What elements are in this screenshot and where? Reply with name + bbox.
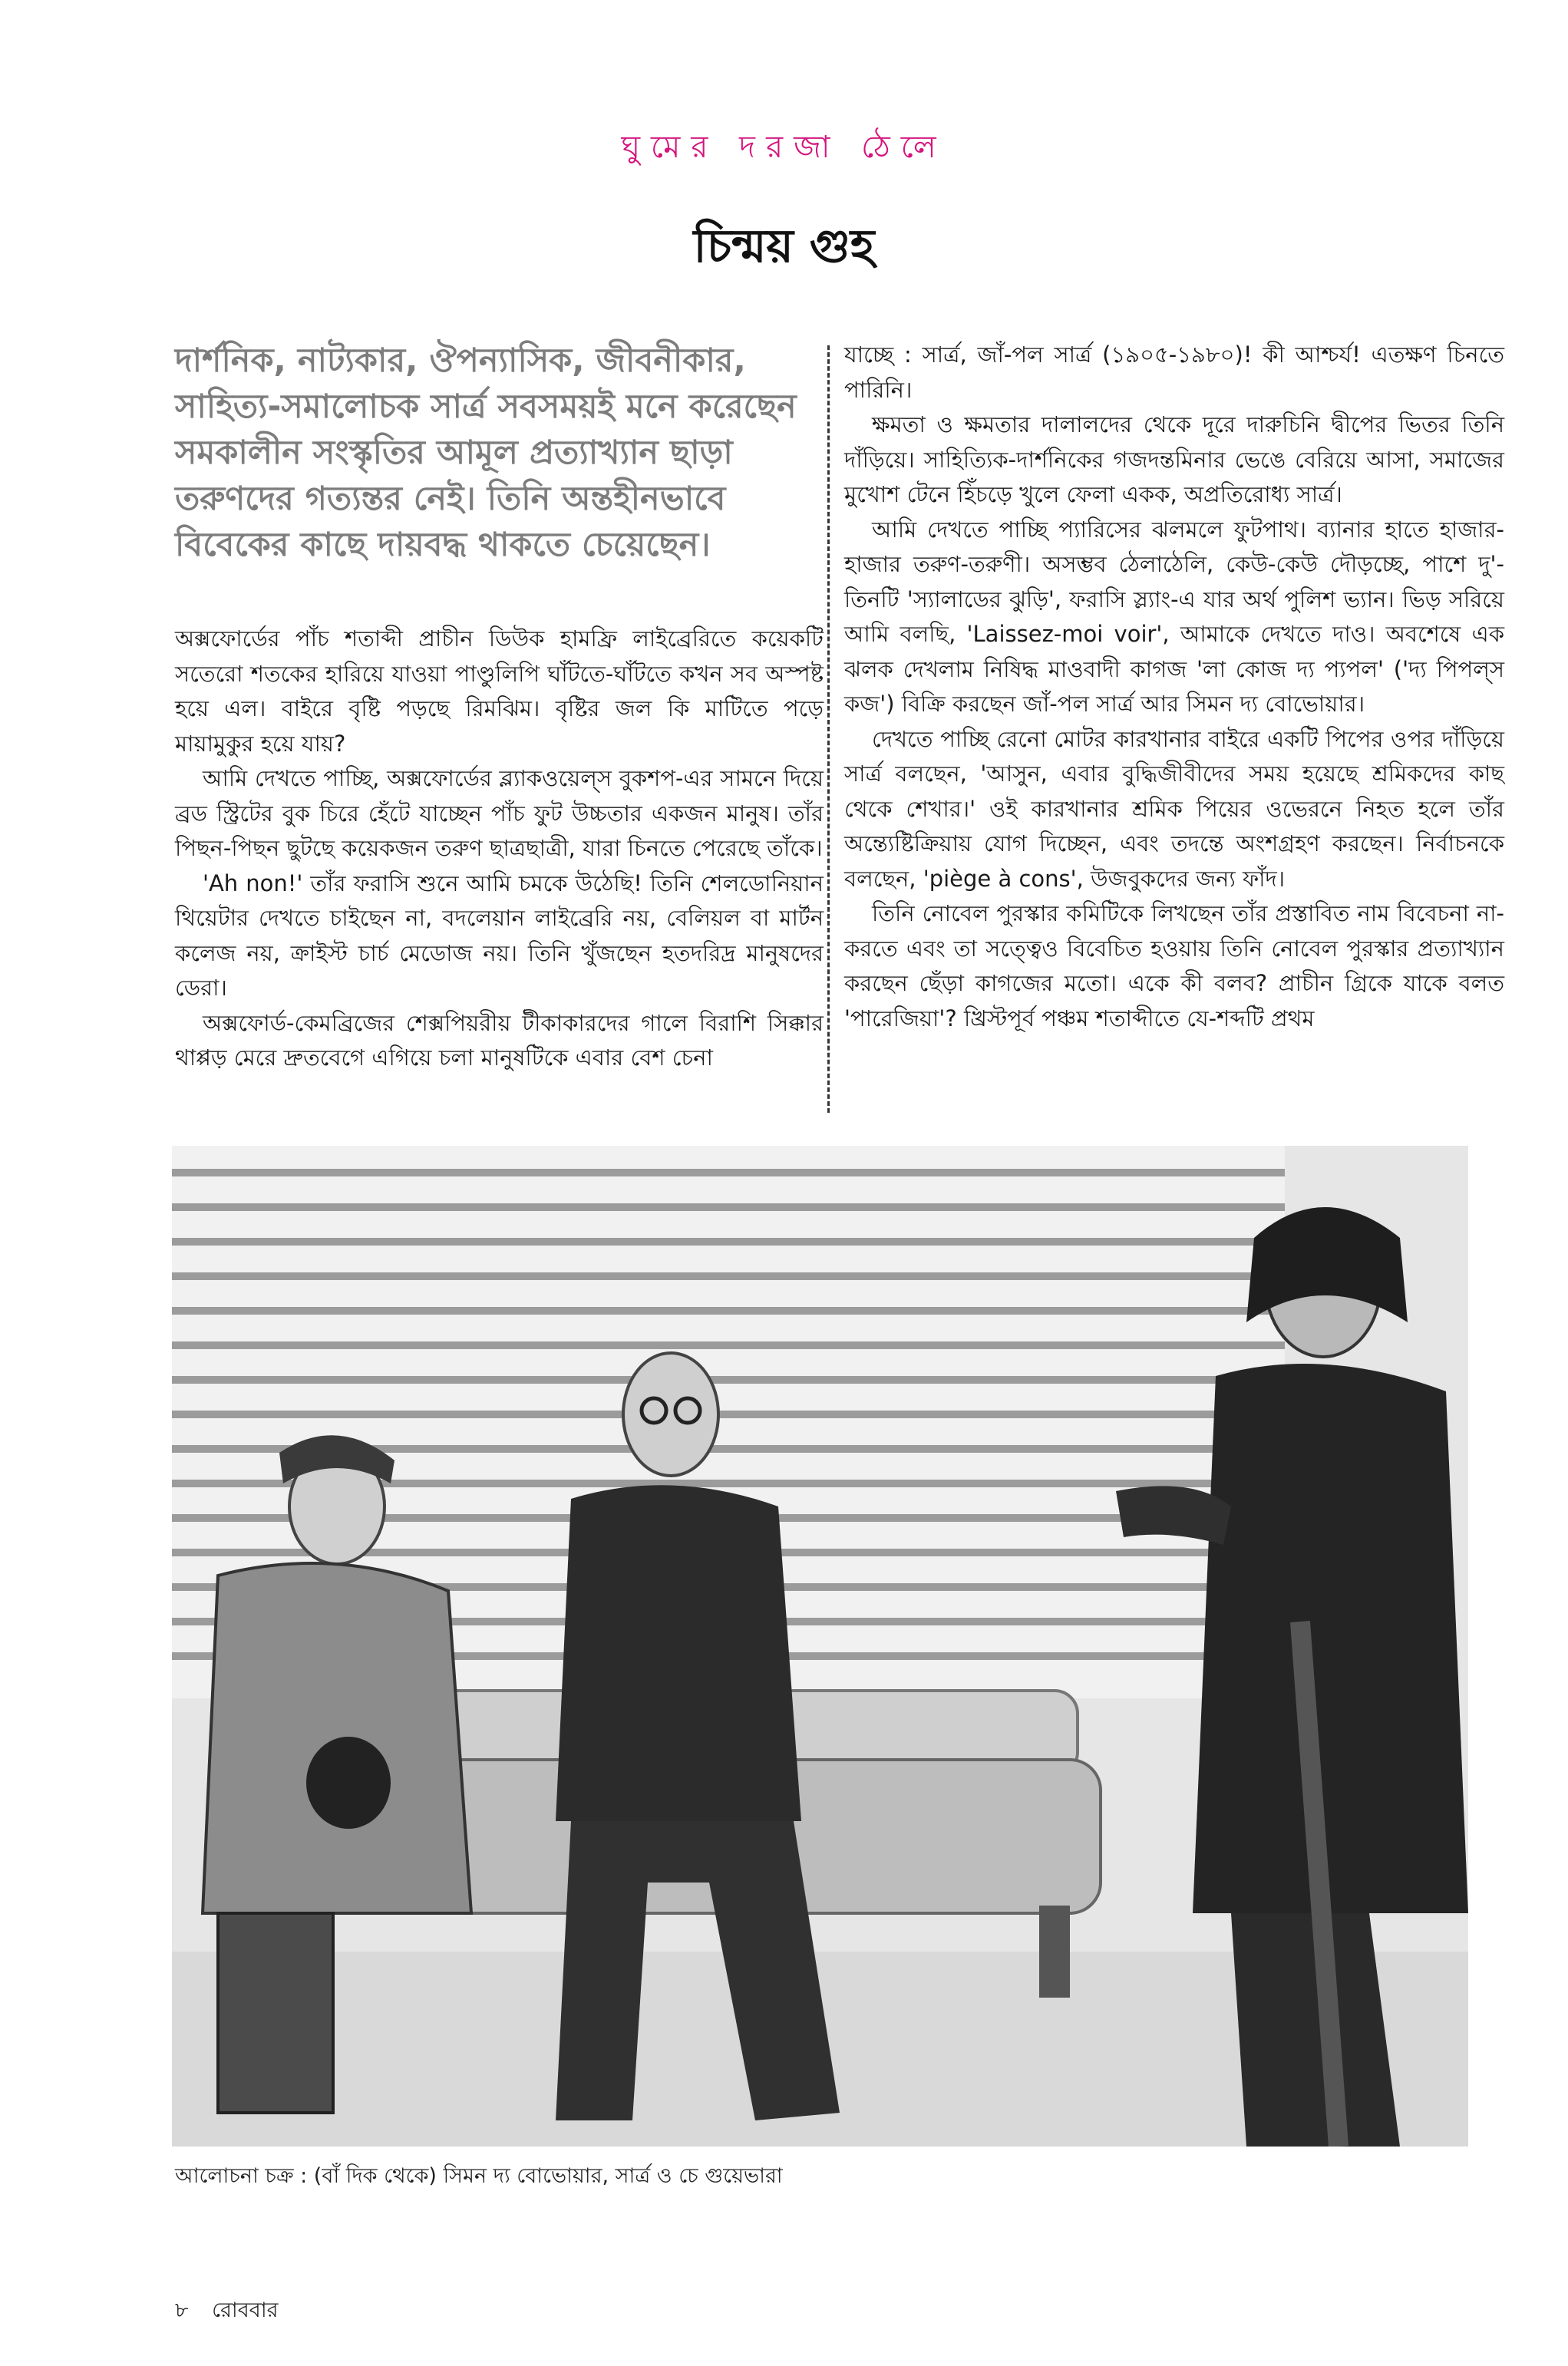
body-paragraph: অক্সফোর্ড-কেমব্রিজের শেক্সপিয়রীয় টীকাকারদের গালে বিরাশি সিক্কার থাপ্পড় মেরে দ্রুতবেগে এগিয়ে চলা মানুষটিকে এবার বেশ চেনা [175,1009,824,1071]
author-name: চিন্ময় গুহ [693,219,875,273]
left-column [175,338,824,1076]
page-footer [175,2295,295,2329]
column-divider [827,345,830,1113]
right-column [844,338,1504,1036]
photo-caption: আলোচনা চক্র : (বাঁ দিক থেকে) সিমন দ্য বোভোয়ার, সার্ত্র ও চে গুয়েভারা [175,2164,783,2188]
body-paragraph: আমি দেখতে পাচ্ছি, অক্সফোর্ডের ব্ল্যাকওয়েল্‌স বুকশপ-এর সামনে দিয়ে ব্রড স্ট্রিটের বুক চিরে হেঁটে যাচ্ছেন পাঁচ ফুট উচ্চতার একজন মানুষ। তাঁর পিছন-পিছন ছুটছে কয়েকজন তরুণ ছাত্রছাত্রী, যারা চিনতে পেরেছে তাঁকে। [175,765,824,861]
body-paragraph: আমি দেখতে পাচ্ছি প্যারিসের ঝলমলে ফুটপাথ। ব্যানার হাতে হাজার-হাজার তরুণ-তরুণী। অসম্ভব ঠেলাঠেলি, কেউ-কেউ দৌড়চ্ছে, পাশে দু'-তিনটি 'স্যালাডের ঝুড়ি', ফরাসি স্ল্যাং-এ যার অর্থ পুলিশ ভ্যান। ভিড় সরিয়ে আমি বলছি, 'Laissez-moi voir', আমাকে দেখতে দাও। অবশেষে এক ঝলক দেখলাম নিষিদ্ধ মাওবাদী কাগজ 'লা কোজ দ্য প্যপল' ('দ্য পিপল্‌স কজ') বিক্রি করছেন জাঁ-পল সার্ত্র আর সিমন দ্য বোভোয়ার। [844,516,1504,717]
series-title: ঘুমের দরজা ঠেলে [621,130,947,165]
body-paragraph: ক্ষমতা ও ক্ষমতার দালালদের থেকে দূরে দারুচিনি দ্বীপের ভিতর তিনি দাঁড়িয়ে। সাহিত্যিক-দার্শনিকের গজদন্তমিনার ভেঙে বেরিয়ে আসা, সমাজের মুখোশ টেনে হিঁচড়ে খুলে ফেলা একক, অপ্রতিরোধ্য সার্ত্র। [844,411,1504,507]
publication-name: রোববার [212,2298,279,2322]
body-paragraph: যাচ্ছে : সার্ত্র, জাঁ-পল সার্ত্র (১৯০৫-১৯৮০)! কী আশ্চর্য! এতক্ষণ চিনতে পারিনি। [844,342,1504,403]
body-paragraph: তিনি নোবেল পুরস্কার কমিটিকে লিখছেন তাঁর প্রস্তাবিত নাম বিবেচনা না-করতে এবং তা সত্ত্বেও বিবেচিত হওয়ায় তিনি নোবেল পুরস্কার প্রত্যাখ্যান করছেন ছেঁড়া কাগজের মতো। একে কী বলব? প্রাচীন গ্রিকে যাকে বলত 'পারেজিয়া'? খ্রিস্টপূর্ব পঞ্চম শতাব্দীতে যে-শব্দটি প্রথম [844,900,1504,1031]
photo-three-people-icon [172,1146,1468,2147]
pull-quote: দার্শনিক, নাট্যকার, ঔপন্যাসিক, জীবনীকার, সাহিত্য-সমালোচক সার্ত্র সবসময়ই মনে করেছেন সমকালীন সংস্কৃতির আমূল প্রত্যাখ্যান ছাড়া তরুণদের গত্যন্তর নেই। তিনি অন্তহীনভাবে বিবেকের কাছে দায়বদ্ধ থাকতে চেয়েছেন। [175,342,797,564]
body-paragraph: দেখতে পাচ্ছি রেনো মোটর কারখানার বাইরে একটি পিপের ওপর দাঁড়িয়ে সার্ত্র বলছেন, 'আসুন, এবার বুদ্ধিজীবীদের সময় হয়েছে শ্রমিকদের কাছ থেকে শেখার।' ওই কারখানার শ্রমিক পিয়ের ওভেরনে নিহত হলে তাঁর অন্ত্যেষ্টিক্রিয়ায় যোগ দিচ্ছেন, এবং তদন্তে অংশগ্রহণ করছেন। নির্বাচনকে বলছেন, 'piège à cons', উজবুকদের জন্য ফাঁদ। [844,725,1504,892]
body-paragraph: 'Ah non!' তাঁর ফরাসি শুনে আমি চমকে উঠেছি! তিনি শেলডোনিয়ান থিয়েটার দেখতে চাইছেন না, বদলেয়ান লাইব্রেরি নয়, বেলিয়ল বা মার্টন কলেজ নয়, ক্রাইস্ট চার্চ মেডোজ নয়। তিনি খুঁজছেন হতদরিদ্র মানুষদের ডেরা। [175,870,824,1001]
body-paragraph: অক্সফোর্ডের পাঁচ শতাব্দী প্রাচীন ডিউক হামফ্রি লাইব্রেরিতে কয়েকটি সতেরো শতকের হারিয়ে যাওয়া পাণ্ডুলিপি ঘাঁটতে-ঘাঁটতে কখন সব অস্পষ্ট হয়ে এল। বাইরে বৃষ্টি পড়ছে রিমঝিম। বৃষ্টির জল কি মাটিতে পড়ে মায়ামুকুর হয়ে যায়? [175,625,824,757]
page-number: ৮ [175,2298,189,2322]
